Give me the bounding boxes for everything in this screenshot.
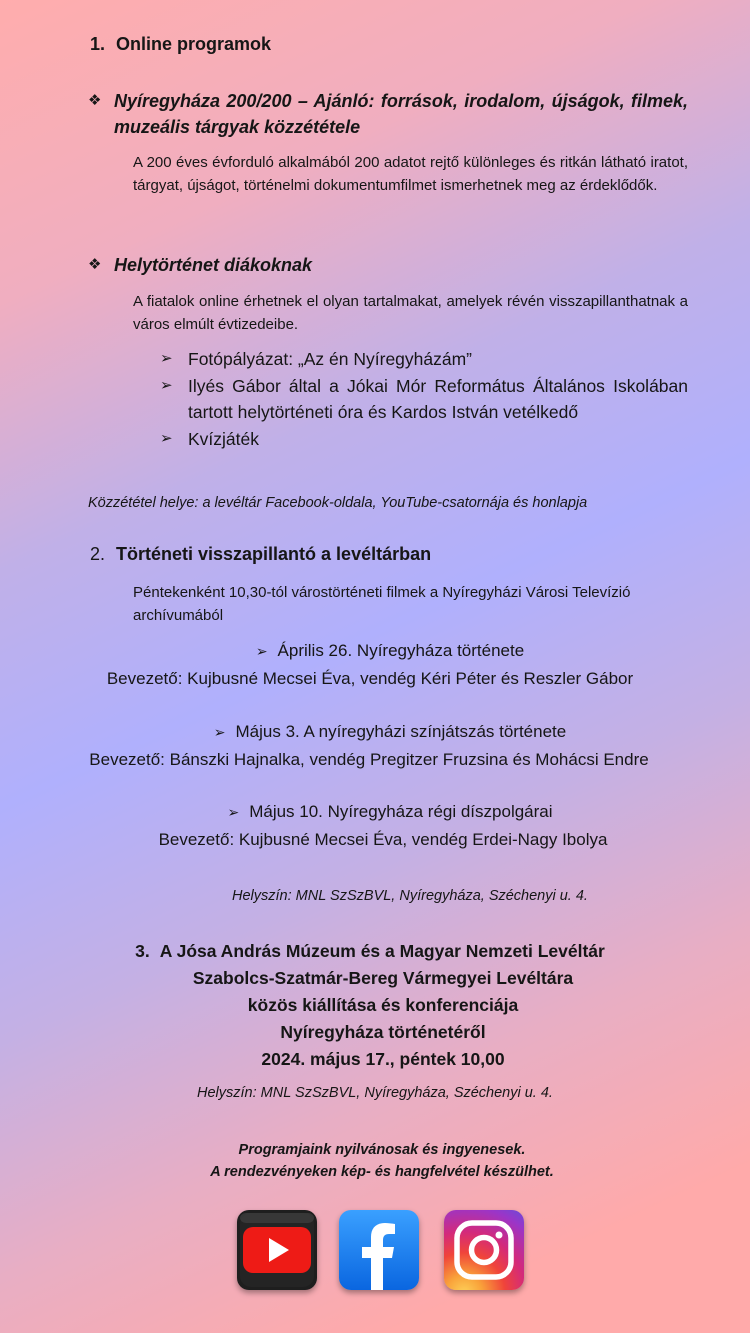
arrow-bullet-icon: ➢ — [160, 350, 173, 367]
program-description: A 200 éves évforduló alkalmából 200 adatot rejtő különleges és ritkán látható iratot, tárgyat, újságot, történelmi dokumentumfilmet ismerhetnek meg az érdeklődők. — [133, 154, 688, 194]
section-title: Történeti visszapillantó a levéltárban — [116, 544, 432, 564]
exhibition-line: Szabolcs-Szatmár-Bereg Vármegyei Levéltára — [192, 968, 574, 988]
instagram-icon — [444, 1210, 524, 1290]
program-title-text: Helytörténet diákoknak — [114, 255, 313, 275]
arrow-bullet-icon: ➢ — [255, 643, 268, 659]
section-1-heading — [90, 34, 271, 55]
exhibition-line: 3. A Jósa András Múzeum és a Magyar Nemzeti Levéltár — [135, 941, 605, 961]
section-number: 2. — [90, 544, 106, 564]
section-number: 3. — [135, 941, 150, 961]
event-title: ➢ Április 26. Nyíregyháza története — [255, 641, 525, 660]
location-note: Helyszín: MNL SzSzBVL, Nyíregyháza, Széchenyi u. 4. — [232, 888, 588, 904]
list-item: ➢ Fotópályázat: „Az én Nyíregyházám” — [160, 346, 688, 373]
list-item: ➢ Kvízjáték — [160, 426, 688, 453]
section-description: Péntekenként 10,30-tól várostörténeti filmek a Nyíregyházi Városi Televízió archívumából — [133, 584, 631, 624]
program-sublist — [160, 346, 688, 452]
program-title-text: Nyíregyháza 200/200 – Ajánló: források, irodalom, újságok, filmek, muzeális tárgyak közzététele — [114, 91, 688, 137]
program-title-nyiregyhaza-200 — [88, 88, 688, 140]
location-note: Helyszín: MNL SzSzBVL, Nyíregyháza, Széchenyi u. 4. — [197, 1085, 553, 1101]
arrow-bullet-icon: ➢ — [160, 429, 173, 447]
event-intro: Bevezető: Kujbusné Mecsei Éva, vendég Erdei-Nagy Ibolya — [158, 830, 608, 849]
youtube-link[interactable] — [237, 1210, 317, 1290]
section-title: Online programok — [116, 34, 272, 54]
exhibition-line: közös kiállítása és konferenciája — [247, 995, 519, 1015]
section-3-exhibition — [0, 938, 750, 1073]
exhibition-date: 2024. május 17., péntek 10,00 — [261, 1049, 505, 1069]
event-majus-10 — [0, 798, 750, 854]
facebook-link[interactable] — [339, 1210, 419, 1290]
section-number: 1. — [90, 34, 106, 54]
event-aprilis-26 — [0, 637, 750, 693]
arrow-bullet-icon: ➢ — [160, 376, 173, 394]
facebook-icon — [339, 1210, 419, 1290]
event-intro: Bevezető: Kujbusné Mecsei Éva, vendég Kéri Péter és Reszler Gábor — [106, 669, 634, 688]
event-title: ➢ Május 3. A nyíregyházi színjátszás története — [213, 722, 567, 741]
instagram-link[interactable] — [444, 1210, 524, 1290]
arrow-bullet-icon: ➢ — [213, 724, 226, 740]
four-diamonds-bullet-icon: ❖ — [88, 256, 102, 273]
closing-line: A rendezvényeken kép- és hangfelvétel készülhet. — [210, 1164, 554, 1180]
event-intro: Bevezető: Bánszki Hajnalka, vendég Pregitzer Fruzsina és Mohácsi Endre — [89, 750, 649, 769]
program-description: A fiatalok online érhetnek el olyan tartalmakat, amelyek révén visszapillanthatnak a város elmúlt évtizedeibe. — [133, 293, 688, 333]
list-item: ➢ Ilyés Gábor által a Jókai Mór Református Általános Iskolában tartott helytörténeti óra és Kardos István vetélkedő — [160, 373, 688, 426]
arrow-bullet-icon: ➢ — [227, 804, 240, 820]
event-title: ➢ Május 10. Nyíregyháza régi díszpolgárai — [227, 802, 553, 821]
closing-note — [0, 1139, 750, 1183]
publication-note: Közzététel helye: a levéltár Facebook-oldala, YouTube-csatornája és honlapja — [88, 495, 588, 511]
event-majus-3 — [0, 718, 750, 774]
section-2-heading — [90, 544, 431, 565]
program-title-helytortenet — [88, 252, 688, 278]
closing-line: Programjaink nyilvánosak és ingyenesek. — [238, 1142, 526, 1158]
youtube-icon — [237, 1210, 317, 1290]
exhibition-line: Nyíregyháza történetéről — [280, 1022, 486, 1042]
four-diamonds-bullet-icon: ❖ — [88, 92, 102, 109]
